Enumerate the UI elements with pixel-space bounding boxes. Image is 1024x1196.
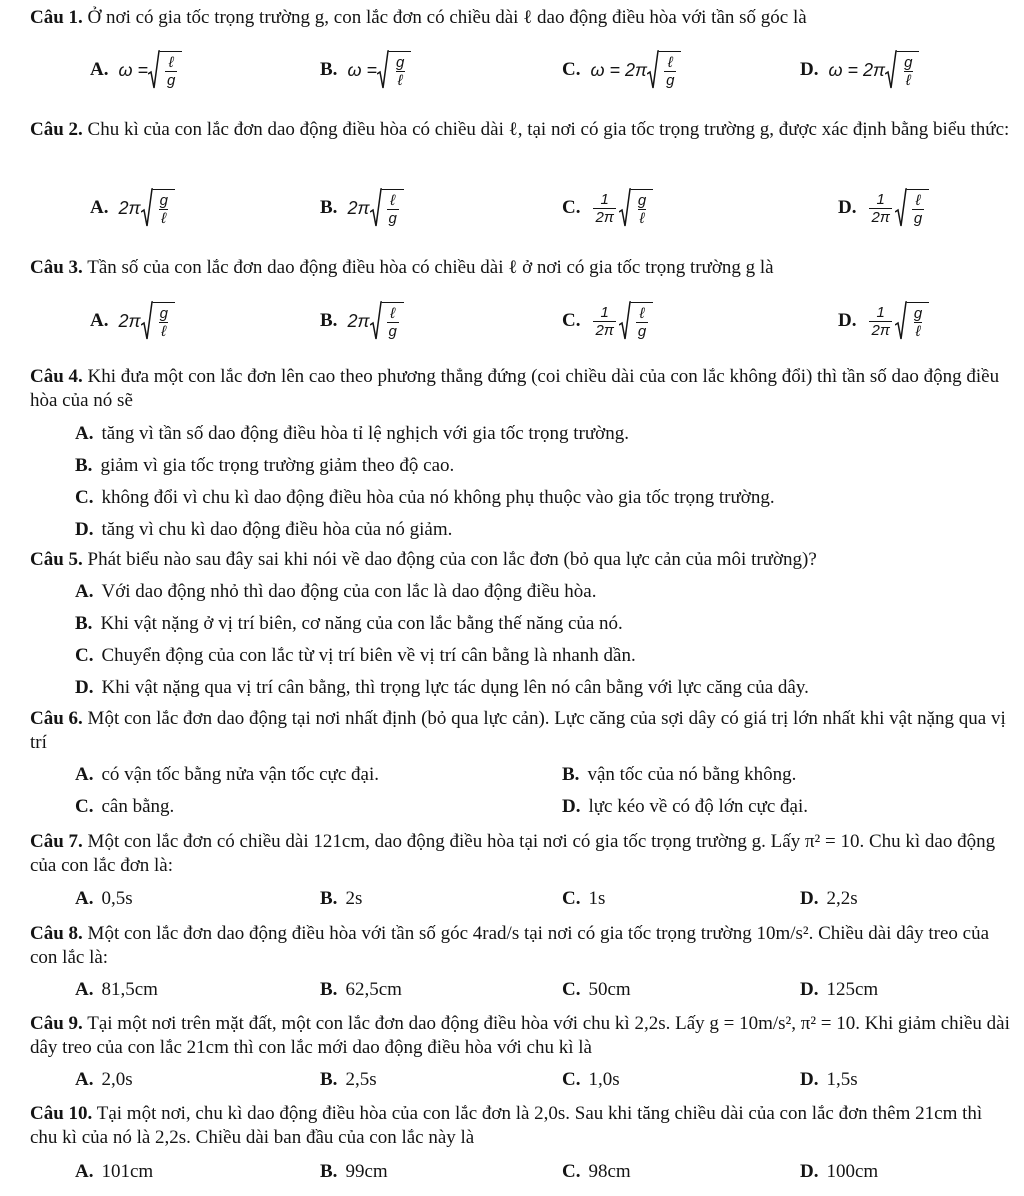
option-text: lực kéo về có độ lớn cực đại. (588, 796, 808, 817)
sqrt-symbol (885, 50, 919, 90)
option-label: D. (800, 59, 819, 80)
radicand-top: g (159, 305, 168, 322)
question-text: Một con lắc đơn có chiều dài 121cm, dao động điều hòa tại nơi có gia tốc trọng trường g. Lấy π² = 10. Chu kì dao động của con lắc đơn là: (30, 831, 996, 876)
radicand-bottom: ℓ (161, 323, 167, 340)
option-label: A. (75, 581, 94, 602)
sqrt-symbol (619, 301, 653, 341)
option-text: 2,2s (826, 888, 858, 909)
option-label: B. (320, 1161, 338, 1182)
radicand-top: ℓ (390, 305, 396, 322)
q5-option-b (75, 612, 623, 636)
option-text: tăng vì chu kì dao động điều hòa của nó giảm. (101, 519, 453, 540)
question-text: Chu kì của con lắc đơn dao động điều hòa có chiều dài ℓ, tại nơi có gia tốc trọng trường g, được xác định bằng biểu thức: (87, 119, 1010, 140)
option-text: Khi vật nặng qua vị trí cân bằng, thì trọng lực tác dụng lên nó cân bằng với lực căng của dây. (101, 677, 809, 698)
q2-option-a (90, 183, 175, 233)
option-text: 101cm (101, 1161, 154, 1182)
radicand-top: ℓ (639, 305, 645, 322)
formula-prefix: ω = 2π (828, 59, 886, 80)
radicand-top: ℓ (168, 54, 174, 71)
coef-bottom: 2π (871, 321, 890, 339)
q1-option-b (320, 45, 411, 95)
question-number: Câu 8. (30, 923, 83, 944)
question-number: Câu 9. (30, 1013, 83, 1034)
q4-option-d (75, 518, 452, 542)
radicand-top: g (913, 305, 923, 322)
option-text: Với dao động nhỏ thì dao động của con lắc là dao động điều hòa. (101, 581, 597, 602)
question-number: Câu 3. (30, 257, 83, 278)
q4-option-c (75, 486, 775, 510)
sqrt-symbol (895, 188, 929, 228)
q1-option-c (562, 45, 681, 95)
option-text: 2s (345, 888, 363, 909)
coef-top: 1 (876, 190, 885, 208)
q6-option-b (562, 763, 796, 787)
option-label: A. (75, 1069, 94, 1090)
radicand-bottom: g (167, 72, 176, 89)
q8-option-b (320, 978, 402, 1002)
coef-bottom: 2π (595, 321, 614, 339)
radicand-bottom: g (913, 210, 923, 227)
q8-option-d (800, 978, 878, 1002)
q9-option-b (320, 1068, 377, 1092)
q5-option-c (75, 644, 636, 668)
q2-option-c (562, 183, 653, 233)
q1-option-a (90, 45, 182, 95)
q6-option-c (75, 795, 174, 819)
option-label: B. (320, 197, 338, 218)
option-text: không đổi vì chu kì dao động điều hòa của nó không phụ thuộc vào gia tốc trọng trường. (101, 487, 775, 508)
question-7 (30, 830, 1010, 878)
coef-bottom: 2π (595, 208, 614, 226)
q8-option-a (75, 978, 158, 1002)
radicand-bottom: ℓ (161, 210, 167, 227)
option-text: 98cm (588, 1161, 631, 1182)
question-1 (30, 6, 1010, 30)
option-label: C. (75, 645, 94, 666)
sqrt-symbol (141, 188, 175, 228)
option-label: B. (320, 59, 338, 80)
option-label: C. (562, 979, 581, 1000)
question-text: Tần số của con lắc đơn dao động điều hòa có chiều dài ℓ ở nơi có gia tốc trọng trường g là (87, 257, 774, 278)
q10-option-b (320, 1160, 388, 1184)
question-2 (30, 118, 1010, 142)
option-label: C. (562, 888, 581, 909)
option-label: C. (562, 1161, 581, 1182)
question-number: Câu 6. (30, 708, 83, 729)
option-text: 99cm (345, 1161, 388, 1182)
option-label: D. (75, 519, 94, 540)
q10-option-a (75, 1160, 153, 1184)
q8-option-c (562, 978, 631, 1002)
question-text: Phát biểu nào sau đây sai khi nói về dao động của con lắc đơn (bỏ qua lực cản của môi trường)? (87, 549, 817, 570)
option-text: 1s (588, 888, 606, 909)
radicand-top: g (159, 192, 168, 209)
option-text: có vận tốc bằng nửa vận tốc cực đại. (101, 764, 379, 785)
option-label: C. (562, 197, 581, 218)
option-text: 125cm (826, 979, 879, 1000)
radicand-top: g (395, 54, 405, 71)
q2-option-d (838, 183, 929, 233)
option-label: B. (320, 979, 338, 1000)
question-6 (30, 707, 1010, 755)
radicand-top: ℓ (390, 192, 396, 209)
q2-option-b (320, 183, 404, 233)
q4-option-a (75, 422, 629, 446)
question-number: Câu 7. (30, 831, 83, 852)
option-label: A. (90, 310, 109, 331)
question-text: Ở nơi có gia tốc trọng trường g, con lắc đơn có chiều dài ℓ dao động điều hòa với tần số góc là (87, 7, 807, 28)
sqrt-symbol (370, 301, 404, 341)
radicand-bottom: ℓ (905, 72, 911, 89)
option-text: cân bằng. (101, 796, 175, 817)
radicand-top: g (904, 54, 913, 71)
radicand-top: ℓ (667, 54, 673, 71)
q6-option-d (562, 795, 808, 819)
question-number: Câu 2. (30, 119, 83, 140)
q7-option-d (800, 887, 858, 911)
option-label: A. (75, 888, 94, 909)
radicand-bottom: g (388, 210, 397, 227)
sqrt-symbol (370, 188, 404, 228)
question-text: Một con lắc đơn dao động tại nơi nhất định (bỏ qua lực cản). Lực căng của sợi dây có giá trị lớn nhất khi vật nặng qua vị trí (30, 708, 1006, 753)
option-label: D. (75, 677, 94, 698)
option-text: giảm vì gia tốc trọng trường giảm theo độ cao. (100, 455, 455, 476)
sqrt-symbol (141, 301, 175, 341)
option-label: D. (800, 1069, 819, 1090)
sqrt-symbol (895, 301, 929, 341)
option-text: vận tốc của nó bằng không. (587, 764, 797, 785)
option-label: D. (800, 979, 819, 1000)
coef-bottom: 2π (871, 208, 890, 226)
option-label: C. (562, 59, 581, 80)
option-label: A. (75, 423, 94, 444)
sqrt-symbol (148, 50, 182, 90)
option-label: D. (800, 1161, 819, 1182)
question-3 (30, 256, 1010, 280)
option-label: C. (562, 1069, 581, 1090)
q6-option-a (75, 763, 379, 787)
q4-option-b (75, 454, 454, 478)
q7-option-b (320, 887, 362, 911)
option-label: C. (562, 310, 581, 331)
option-label: C. (75, 487, 94, 508)
q10-option-c (562, 1160, 631, 1184)
q7-option-c (562, 887, 605, 911)
option-text: 0,5s (101, 888, 133, 909)
option-label: B. (75, 613, 93, 634)
sqrt-symbol (377, 50, 411, 90)
option-label: A. (90, 197, 109, 218)
radicand-bottom: ℓ (639, 210, 645, 227)
formula-prefix: 2π (347, 197, 370, 218)
option-label: A. (75, 979, 94, 1000)
formula-prefix: 2π (347, 310, 370, 331)
q3-option-d (838, 296, 929, 346)
q10-option-d (800, 1160, 878, 1184)
radicand-top: ℓ (915, 192, 921, 209)
q5-option-a (75, 580, 596, 604)
option-text: 2,5s (345, 1069, 377, 1090)
option-text: 1,5s (826, 1069, 858, 1090)
option-text: 1,0s (588, 1069, 620, 1090)
option-label: B. (562, 764, 580, 785)
option-label: D. (800, 888, 819, 909)
option-text: 2,0s (101, 1069, 133, 1090)
sqrt-symbol (647, 50, 681, 90)
question-number: Câu 10. (30, 1103, 93, 1124)
q9-option-c (562, 1068, 620, 1092)
option-label: A. (75, 1161, 94, 1182)
option-text: 62,5cm (345, 979, 402, 1000)
q3-option-a (90, 296, 175, 346)
option-label: C. (75, 796, 94, 817)
q3-option-c (562, 296, 653, 346)
radicand-bottom: g (637, 323, 647, 340)
formula-prefix: ω = (118, 59, 149, 80)
formula-prefix: 2π (118, 310, 141, 331)
option-text: 50cm (588, 979, 631, 1000)
radicand-bottom: g (388, 323, 397, 340)
question-4 (30, 365, 1010, 413)
option-label: D. (562, 796, 581, 817)
question-number: Câu 1. (30, 7, 83, 28)
formula-prefix: 2π (118, 197, 141, 218)
q7-option-a (75, 887, 133, 911)
option-text: 81,5cm (101, 979, 158, 1000)
option-text: Chuyển động của con lắc từ vị trí biên về vị trí cân bằng là nhanh dần. (101, 645, 636, 666)
formula-prefix: ω = 2π (590, 59, 648, 80)
q1-option-d (800, 45, 919, 95)
question-5 (30, 548, 1010, 572)
option-label: D. (838, 197, 857, 218)
option-label: B. (320, 1069, 338, 1090)
q9-option-d (800, 1068, 858, 1092)
question-number: Câu 5. (30, 549, 83, 570)
option-label: A. (75, 764, 94, 785)
radicand-bottom: ℓ (915, 323, 921, 340)
q5-option-d (75, 676, 809, 700)
coef-top: 1 (600, 190, 609, 208)
option-label: B. (320, 310, 338, 331)
question-text: Một con lắc đơn dao động điều hòa với tần số góc 4rad/s tại nơi có gia tốc trọng trường 10m/s². Chiều dài dây treo của con lắc là: (30, 923, 990, 968)
option-text: Khi vật nặng ở vị trí biên, cơ năng của con lắc bằng thế năng của nó. (100, 613, 623, 634)
option-text: 100cm (826, 1161, 879, 1182)
q9-option-a (75, 1068, 133, 1092)
option-label: A. (90, 59, 109, 80)
question-10 (30, 1102, 1010, 1150)
option-label: B. (75, 455, 93, 476)
q3-option-b (320, 296, 404, 346)
radicand-bottom: g (666, 72, 675, 89)
radicand-bottom: ℓ (397, 72, 403, 89)
option-text: tăng vì tần số dao động điều hòa tỉ lệ nghịch với gia tốc trọng trường. (101, 423, 629, 444)
question-number: Câu 4. (30, 366, 83, 387)
option-label: D. (838, 310, 857, 331)
sqrt-symbol (619, 188, 653, 228)
coef-top: 1 (876, 303, 885, 321)
coef-top: 1 (600, 303, 609, 321)
question-text: Tại một nơi, chu kì dao động điều hòa của con lắc đơn là 2,0s. Sau khi tăng chiều dài của con lắc đơn thêm 21cm thì chu kì của nó là 2,2s. Chiều dài ban đầu của con lắc này là (30, 1103, 983, 1148)
question-9 (30, 1012, 1010, 1060)
question-8 (30, 922, 1010, 970)
question-text: Tại một nơi trên mặt đất, một con lắc đơn dao động điều hòa với chu kì 2,2s. Lấy g = 10m/s², π² = 10. Khi giảm chiều dài dây treo của con lắc 21cm thì con lắc mới dao động điều hòa với chu kì là (30, 1013, 1010, 1058)
option-label: B. (320, 888, 338, 909)
question-text: Khi đưa một con lắc đơn lên cao theo phương thẳng đứng (coi chiều dài của con lắc không đổi) thì tần số dao động điều hòa của nó sẽ (30, 366, 1000, 411)
formula-prefix: ω = (347, 59, 377, 80)
radicand-top: g (637, 192, 647, 209)
